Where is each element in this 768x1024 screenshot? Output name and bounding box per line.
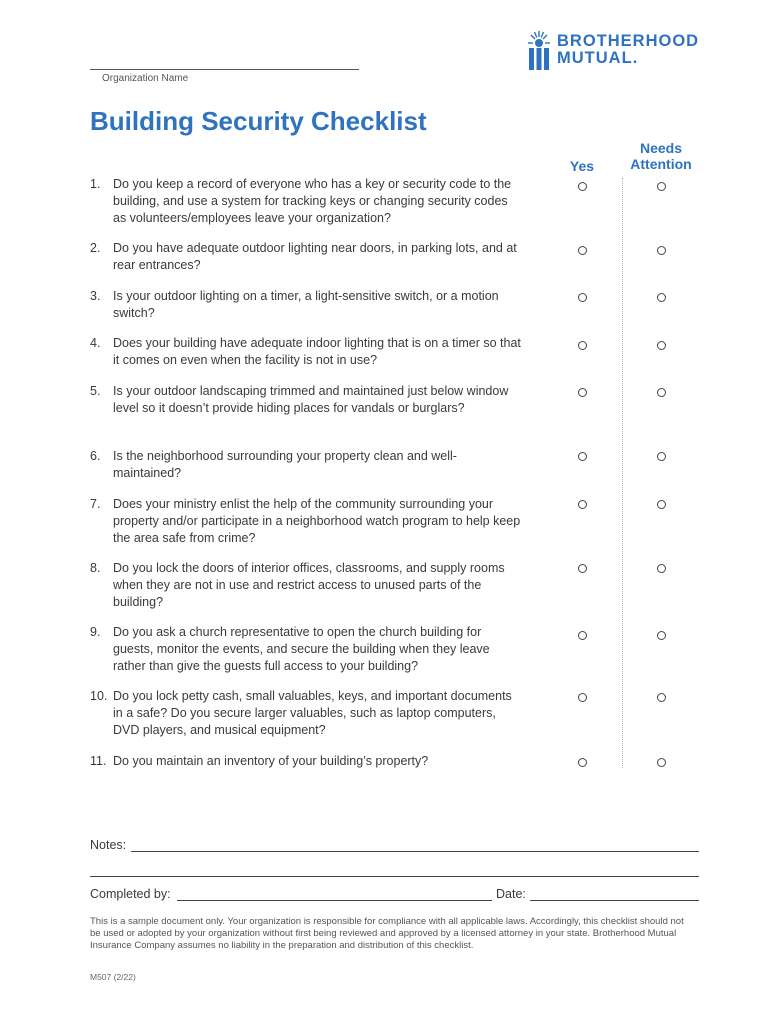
date-field[interactable]: [530, 900, 699, 901]
notes-field[interactable]: [131, 851, 699, 852]
page-title: Building Security Checklist: [90, 106, 427, 136]
item-number: 2.: [90, 241, 101, 255]
organization-name-line: [90, 69, 359, 70]
disclaimer-text: This is a sample document only. Your organization is responsible for compliance with all applicable laws. Accordingly, this checklist should not be used or adopted by your organization without first being reviewed and approved by a licensed attorney in your state. Brotherhood Mutual Insurance Company assumes no liability in the preparation and distribution of this checklist.: [90, 916, 684, 951]
item-number: 10.: [90, 689, 108, 703]
date-label: Date:: [496, 887, 526, 901]
item-question: Do you ask a church representative to open the church building for guests, monitor the events, and secure the building when they leave rather than give the guests full access to your building?: [113, 625, 490, 673]
completed-by-field[interactable]: [177, 900, 492, 901]
yes-radio[interactable]: [578, 631, 587, 640]
form-code: M507 (2/22): [90, 972, 136, 982]
logo-mark-icon: [527, 30, 551, 70]
yes-radio[interactable]: [578, 182, 587, 191]
yes-radio[interactable]: [578, 500, 587, 509]
item-number: 8.: [90, 561, 101, 575]
yes-radio[interactable]: [578, 693, 587, 702]
needs-attention-radio[interactable]: [657, 182, 666, 191]
needs-attention-radio[interactable]: [657, 293, 666, 302]
needs-attention-radio[interactable]: [657, 341, 666, 350]
item-number: 1.: [90, 177, 101, 191]
item-number: 5.: [90, 384, 101, 398]
needs-attention-radio[interactable]: [657, 500, 666, 509]
item-question: Does your ministry enlist the help of the community surrounding your property and/or participate in a neighborhood watch program to help keep the area safe from crime?: [113, 497, 521, 545]
needs-attention-radio[interactable]: [657, 631, 666, 640]
logo-text: [557, 33, 699, 67]
needs-attention-radio[interactable]: [657, 693, 666, 702]
item-question: Do you lock petty cash, small valuables, keys, and important documents in a safe? Do you secure larger valuables, such as laptop computers, DVD players, and musical equipment?: [113, 689, 512, 737]
column-divider: [622, 178, 623, 768]
item-question: Is your outdoor landscaping trimmed and maintained just below window level so it doesn’t provide hiding places for vandals or burglars?: [113, 384, 509, 415]
logo-line-1: BROTHERHOOD: [557, 32, 700, 50]
brotherhood-mutual-logo: [527, 30, 699, 70]
item-question: Is your outdoor lighting on a timer, a light-sensitive switch, or a motion switch?: [113, 289, 499, 320]
yes-radio[interactable]: [578, 246, 587, 255]
needs-attention-radio[interactable]: [657, 388, 666, 397]
needs-attention-radio[interactable]: [657, 246, 666, 255]
notes-label: Notes:: [90, 838, 127, 852]
yes-radio[interactable]: [578, 293, 587, 302]
column-header-yes: Yes: [569, 158, 595, 174]
item-question: Do you lock the doors of interior offices, classrooms, and supply rooms when they are not in use and restrict access to unused parts of the building?: [113, 561, 505, 609]
yes-radio[interactable]: [578, 564, 587, 573]
needs-attention-radio[interactable]: [657, 452, 666, 461]
item-number: 11.: [90, 754, 107, 768]
item-question: Do you maintain an inventory of your building’s property?: [113, 754, 429, 768]
item-question: Do you keep a record of everyone who has a key or security code to the building, and use a system for tracking keys or changing security codes as volunteers/employees leave your organization?: [113, 177, 512, 225]
yes-radio[interactable]: [578, 758, 587, 767]
yes-radio[interactable]: [578, 452, 587, 461]
column-header-needs-attention: Needs Attention: [630, 140, 692, 172]
needs-attention-radio[interactable]: [657, 758, 666, 767]
item-number: 4.: [90, 336, 101, 350]
item-number: 7.: [90, 497, 101, 511]
notes-field-line-2[interactable]: [90, 876, 699, 877]
yes-radio[interactable]: [578, 341, 587, 350]
completed-by-label: Completed by:: [90, 887, 171, 901]
item-question: Does your building have adequate indoor lighting that is on a timer so that it comes on even when the facility is not in use?: [113, 336, 521, 367]
item-number: 6.: [90, 449, 101, 463]
logo-line-2: MUTUAL.: [557, 49, 639, 67]
needs-attention-radio[interactable]: [657, 564, 666, 573]
yes-radio[interactable]: [578, 388, 587, 397]
item-question: Is the neighborhood surrounding your property clean and well-maintained?: [113, 449, 457, 480]
item-number: 3.: [90, 289, 101, 303]
item-number: 9.: [90, 625, 101, 639]
organization-name-label: Organization Name: [102, 73, 189, 84]
item-question: Do you have adequate outdoor lighting near doors, in parking lots, and at rear entrances?: [113, 241, 517, 272]
